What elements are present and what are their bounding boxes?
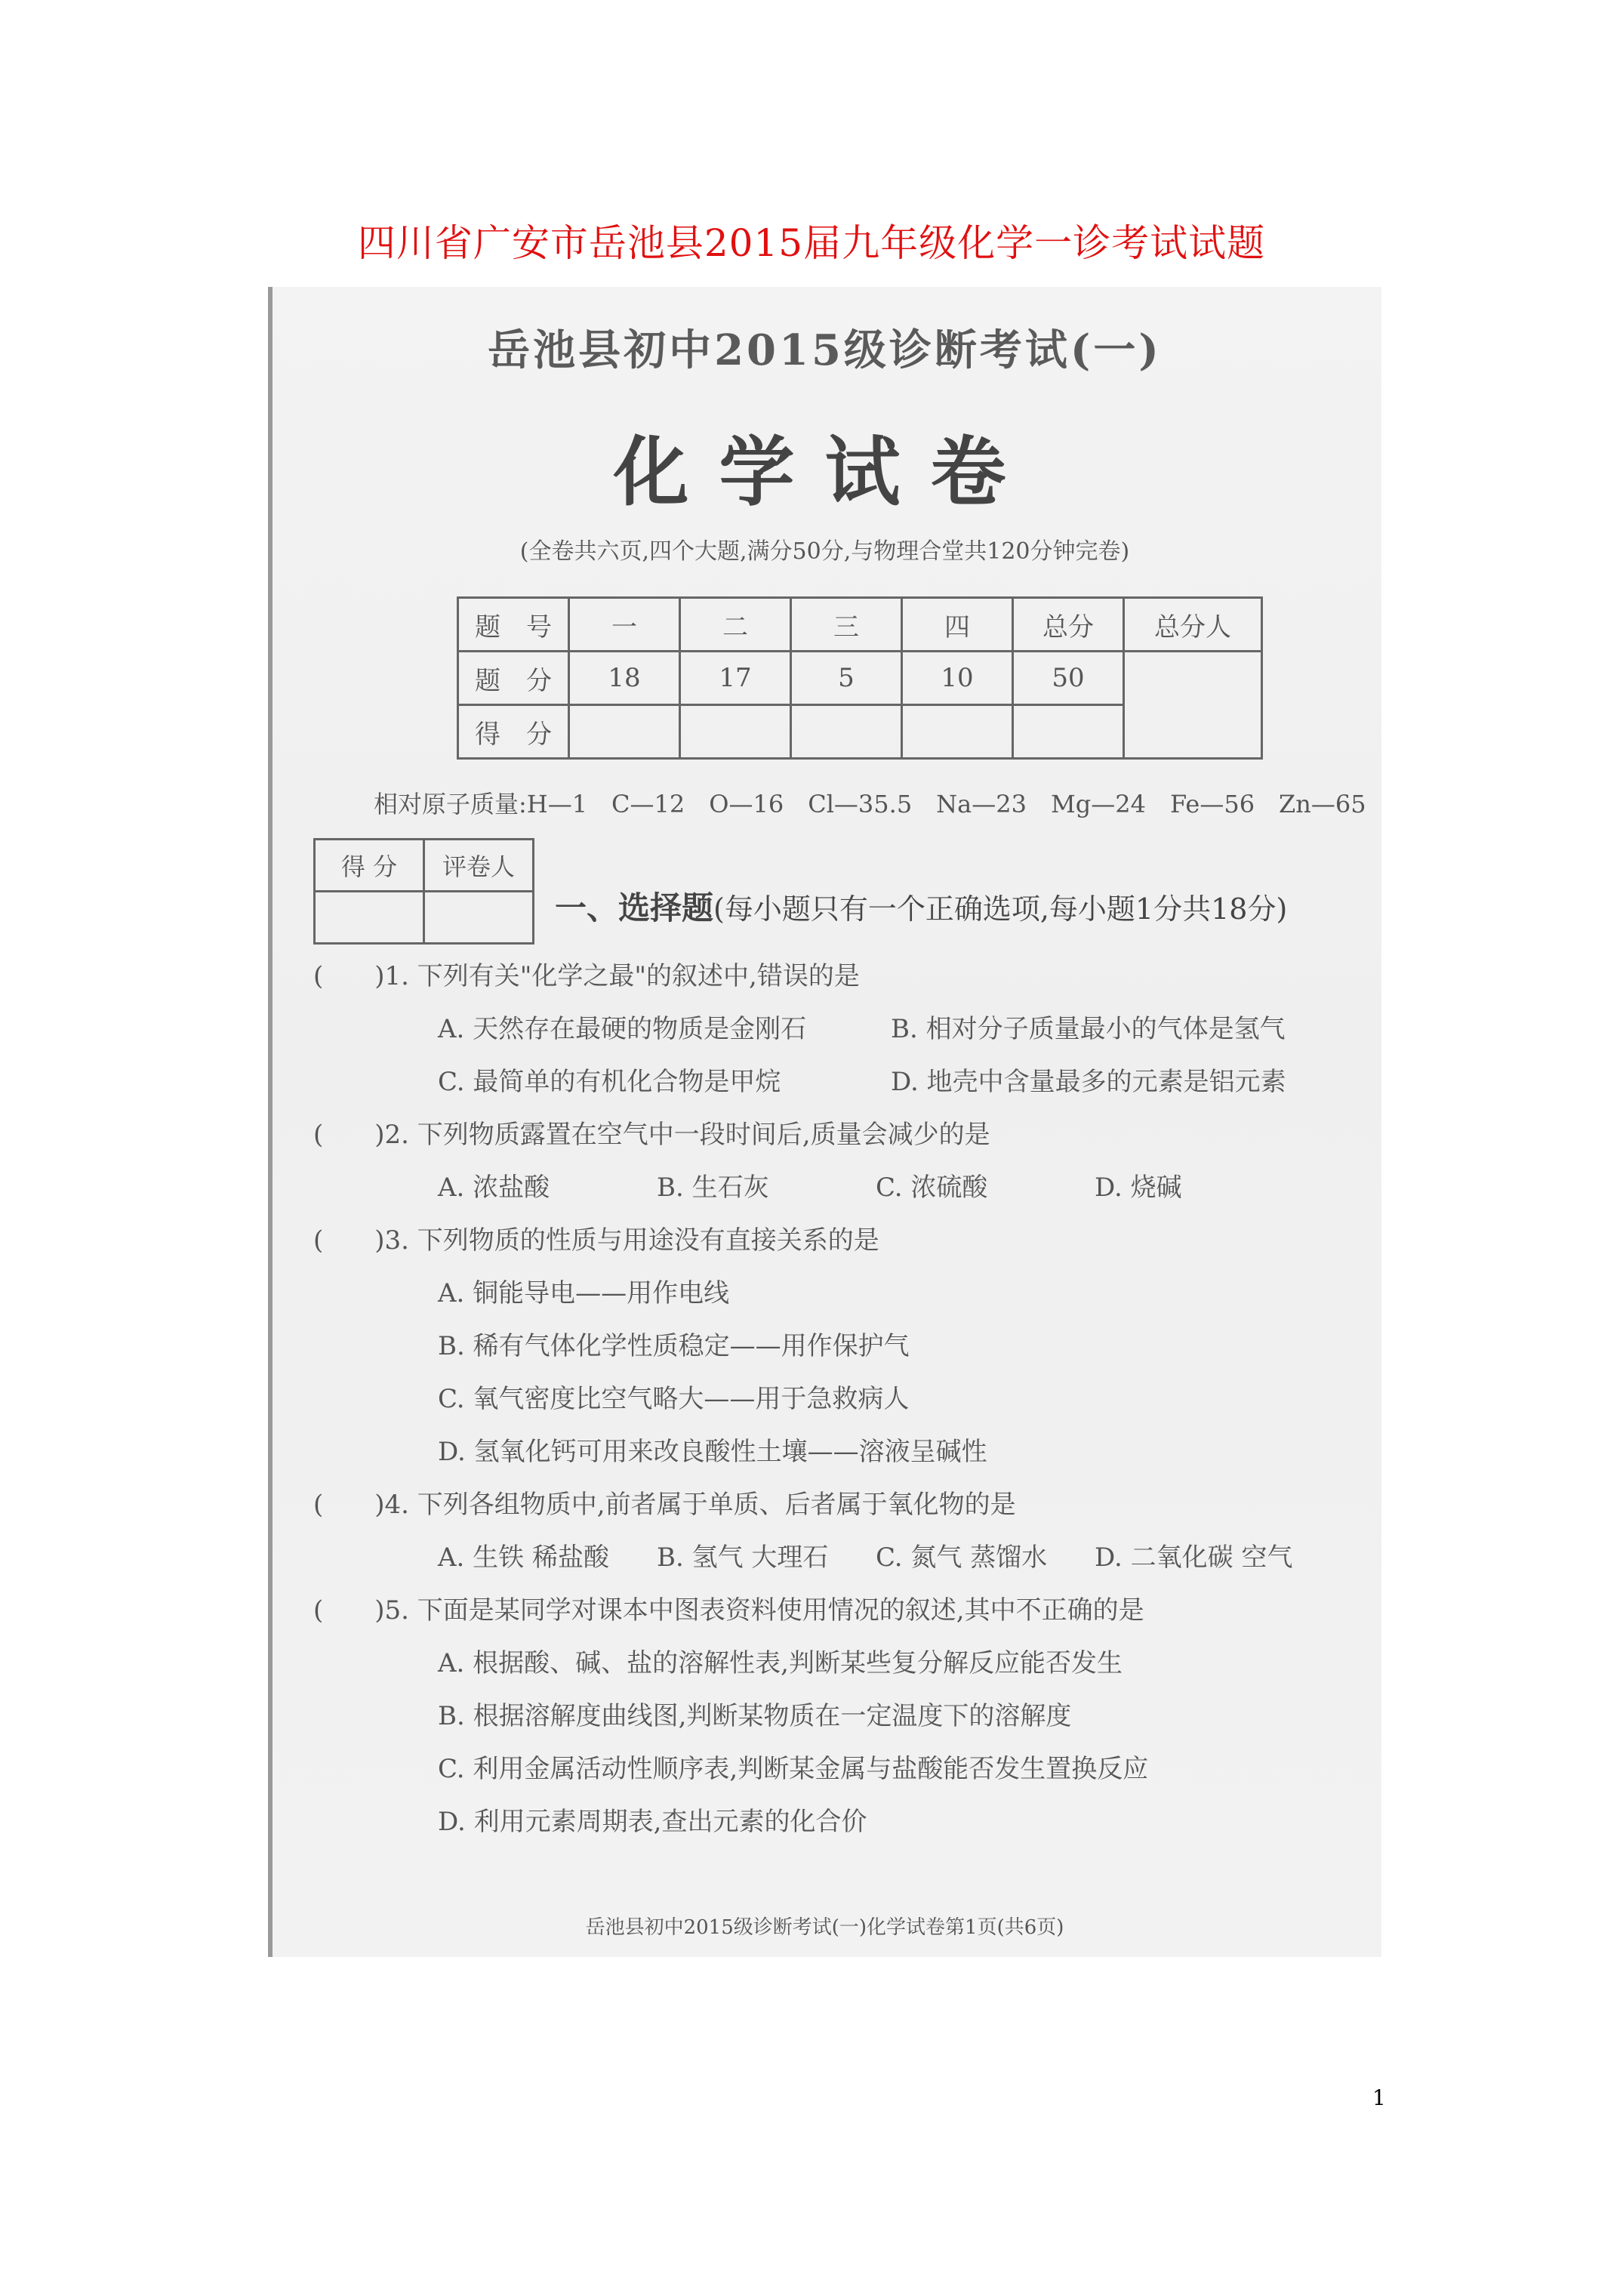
score-cell-blank <box>680 705 791 759</box>
atomic-masses: 相对原子质量:H—1 C—12 O—16 Cl—35.5 Na—23 Mg—24 Fe—56 Zn—65 <box>374 790 1366 818</box>
question-stem: ( )2. 下列物质露置在空气中一段时间后,质量会减少的是 <box>313 1120 990 1150</box>
score-cell: 10 <box>902 652 1013 705</box>
grader-cell-blank <box>315 892 424 944</box>
section-note: (每小题只有一个正确选项,每小题1分共18分) <box>713 892 1288 926</box>
score-table-row <box>458 652 1262 705</box>
option: A. 根据酸、碱、盐的溶解性表,判断某些复分解反应能否发生 <box>438 1648 1123 1678</box>
score-cell-blank <box>791 705 902 759</box>
score-cell: 17 <box>680 652 791 705</box>
score-cell-blank <box>902 705 1013 759</box>
exam-note: (全卷共六页,四个大题,满分50分,与物理合堂共120分钟完卷) <box>519 538 1130 565</box>
section-title-text: 一、选择题 <box>555 889 714 926</box>
score-cell: 得 分 <box>458 705 569 759</box>
question-options <box>438 1008 1344 1045</box>
question-stem: ( )1. 下列有关"化学之最"的叙述中,错误的是 <box>313 961 860 991</box>
option: B. 相对分子质量最小的气体是氢气 <box>891 1014 1286 1044</box>
score-cell: 二 <box>680 598 791 652</box>
score-cell: 四 <box>902 598 1013 652</box>
grader-table <box>313 838 534 945</box>
score-table-row <box>458 598 1262 652</box>
score-cell: 18 <box>569 652 680 705</box>
question-stem: ( )4. 下列各组物质中,前者属于单质、后者属于氧化物的是 <box>313 1490 1016 1520</box>
page-number: 1 <box>1372 2085 1386 2110</box>
question-stem: ( )5. 下面是某同学对课本中图表资料使用情况的叙述,其中不正确的是 <box>313 1595 1144 1626</box>
score-cell: 题 分 <box>458 652 569 705</box>
option: C. 利用金属活动性顺序表,判断某金属与盐酸能否发生置换反应 <box>438 1754 1149 1784</box>
section-title <box>555 883 1287 929</box>
grader-reviewer-label: 评卷人 <box>424 840 534 892</box>
option: B. 根据溶解度曲线图,判断某物质在一定温度下的溶解度 <box>438 1701 1072 1731</box>
option: C. 氮气 蒸馏水 <box>876 1542 1048 1573</box>
score-cell: 一 <box>569 598 680 652</box>
page-footer: 岳池县初中2015级诊断考试(一)化学试卷第1页(共6页) <box>585 1916 1064 1939</box>
option: A. 天然存在最硬的物质是金刚石 <box>438 1014 807 1044</box>
question-options <box>438 1166 1313 1203</box>
option: B. 氢气 大理石 <box>657 1542 829 1573</box>
score-cell: 总分 <box>1013 598 1124 652</box>
option: B. 生石灰 <box>657 1173 769 1203</box>
score-cell: 三 <box>791 598 902 652</box>
exam-header: 岳池县初中2015级诊断考试(一) <box>488 325 1162 375</box>
score-cell: 题 号 <box>458 598 569 652</box>
option: C. 最简单的有机化合物是甲烷 <box>438 1067 781 1097</box>
option: D. 地壳中含量最多的元素是铝元素 <box>891 1067 1286 1097</box>
option: C. 浓硫酸 <box>876 1173 988 1203</box>
document-title: 四川省广安市岳池县2015届九年级化学一诊考试试题 <box>357 221 1266 265</box>
option: D. 利用元素周期表,查出元素的化合价 <box>438 1807 867 1837</box>
option: A. 生铁 稀盐酸 <box>438 1542 609 1573</box>
question-options <box>438 1061 1344 1098</box>
option: B. 稀有气体化学性质稳定——用作保护气 <box>438 1331 910 1361</box>
score-cell-blank <box>569 705 680 759</box>
option: D. 二氧化碳 空气 <box>1095 1542 1293 1573</box>
score-table <box>457 596 1263 760</box>
score-cell: 总分人 <box>1124 598 1262 652</box>
option: D. 氢氧化钙可用来改良酸性土壤——溶液呈碱性 <box>438 1437 987 1467</box>
option: A. 浓盐酸 <box>438 1173 550 1203</box>
option: D. 烧碱 <box>1095 1173 1182 1203</box>
score-cell-blank <box>1124 652 1262 759</box>
score-cell: 5 <box>791 652 902 705</box>
option: C. 氧气密度比空气略大——用于急救病人 <box>438 1384 910 1414</box>
grader-cell-blank <box>424 892 534 944</box>
question-options <box>438 1536 1313 1573</box>
exam-name: 化学试卷 <box>613 427 1036 516</box>
scanned-exam-page <box>268 287 1381 1957</box>
score-cell: 50 <box>1013 652 1124 705</box>
score-cell-blank <box>1013 705 1124 759</box>
question-stem: ( )3. 下列物质的性质与用途没有直接关系的是 <box>313 1225 879 1256</box>
grader-score-label: 得 分 <box>315 840 424 892</box>
option: A. 铜能导电——用作电线 <box>438 1278 730 1308</box>
